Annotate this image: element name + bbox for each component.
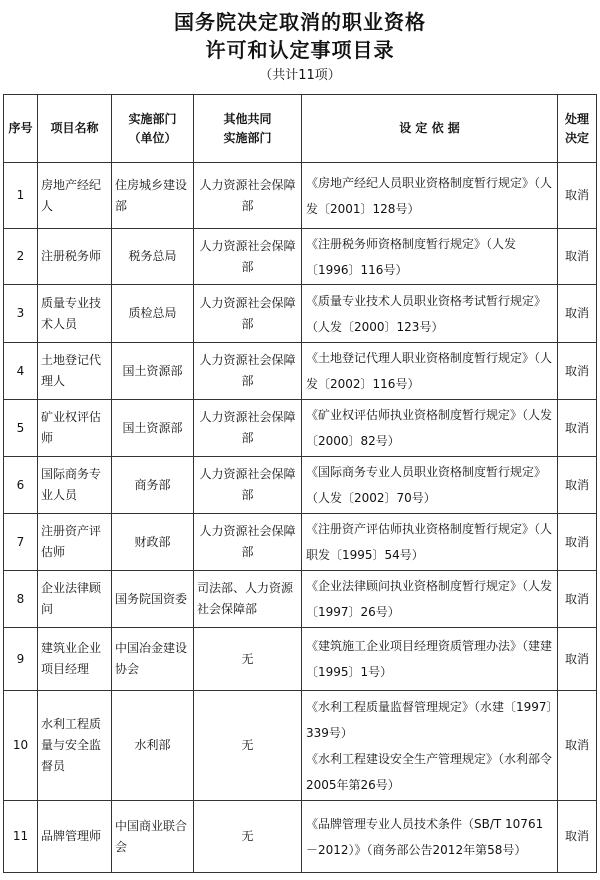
row-basis xyxy=(302,457,558,514)
page-title-line1: 国务院决定取消的职业资格 xyxy=(174,10,426,34)
basis-item: 《水利工程建设安全生产管理规定》（水利部令2005年第26号） xyxy=(306,751,553,792)
basis-item: 《质量专业技术人员职业资格考试暂行规定》（人发〔2000〕123号） xyxy=(306,293,547,334)
row-other-dept: 人力资源社会保障部 xyxy=(194,163,302,229)
row-other-dept: 人力资源社会保障部 xyxy=(194,400,302,457)
row-dept: 商务部 xyxy=(112,457,194,514)
row-other-dept: 人力资源社会保障部 xyxy=(194,343,302,400)
row-other-dept: 人力资源社会保障部 xyxy=(194,285,302,343)
header-dept: 实施部门 （单位） xyxy=(112,95,194,163)
row-name: 注册税务师 xyxy=(38,229,112,285)
table-row xyxy=(4,163,597,229)
row-basis xyxy=(302,691,558,801)
row-basis xyxy=(302,343,558,400)
row-seq: 10 xyxy=(4,691,38,801)
table-row xyxy=(4,628,597,691)
row-dept: 住房城乡建设部 xyxy=(112,163,194,229)
table-row xyxy=(4,229,597,285)
header-basis: 设 定 依 据 xyxy=(302,95,558,163)
row-decision: 取消 xyxy=(558,229,597,285)
row-decision: 取消 xyxy=(558,400,597,457)
row-seq: 3 xyxy=(4,285,38,343)
header-other-dept: 其他共同 实施部门 xyxy=(194,95,302,163)
row-seq: 8 xyxy=(4,571,38,628)
row-seq: 5 xyxy=(4,400,38,457)
row-seq: 11 xyxy=(4,801,38,873)
row-basis xyxy=(302,285,558,343)
row-seq: 7 xyxy=(4,514,38,571)
row-dept: 中国商业联合会 xyxy=(112,801,194,873)
header-seq: 序号 xyxy=(4,95,38,163)
header-name: 项目名称 xyxy=(38,95,112,163)
row-dept: 国土资源部 xyxy=(112,400,194,457)
basis-item: 《建筑施工企业项目经理资质管理办法》（建建〔1995〕1号） xyxy=(306,639,553,679)
row-name: 注册资产评估师 xyxy=(38,514,112,571)
row-other-dept: 司法部、人力资源社会保障部 xyxy=(194,571,302,628)
qualification-table xyxy=(3,94,597,873)
row-seq: 4 xyxy=(4,343,38,400)
row-dept: 财政部 xyxy=(112,514,194,571)
table-row xyxy=(4,343,597,400)
row-decision: 取消 xyxy=(558,628,597,691)
row-name: 矿业权评估师 xyxy=(38,400,112,457)
row-basis xyxy=(302,514,558,571)
row-decision: 取消 xyxy=(558,571,597,628)
row-basis xyxy=(302,628,558,691)
table-header-row xyxy=(4,95,597,163)
row-basis xyxy=(302,229,558,285)
item-count-subtitle: （共计11项） xyxy=(259,68,341,83)
row-other-dept: 人力资源社会保障部 xyxy=(194,457,302,514)
row-basis xyxy=(302,163,558,229)
row-seq: 6 xyxy=(4,457,38,514)
row-other-dept: 人力资源社会保障部 xyxy=(194,514,302,571)
basis-item: 《土地登记代理人职业资格制度暂行规定》（人发〔2002〕116号） xyxy=(306,351,553,391)
row-name: 企业法律顾问 xyxy=(38,571,112,628)
row-dept: 质检总局 xyxy=(112,285,194,343)
row-other-dept: 人力资源社会保障部 xyxy=(194,229,302,285)
row-decision: 取消 xyxy=(558,801,597,873)
row-seq: 1 xyxy=(4,163,38,229)
table-row xyxy=(4,571,597,628)
row-dept: 国土资源部 xyxy=(112,343,194,400)
table-row xyxy=(4,457,597,514)
row-dept: 水利部 xyxy=(112,691,194,801)
row-name: 国际商务专业人员 xyxy=(38,457,112,514)
page-title-line2: 许可和认定事项目录 xyxy=(205,38,395,62)
row-seq: 9 xyxy=(4,628,38,691)
row-dept: 国务院国资委 xyxy=(112,571,194,628)
row-other-dept: 无 xyxy=(194,801,302,873)
row-name: 房地产经纪人 xyxy=(38,163,112,229)
table-row xyxy=(4,514,597,571)
row-decision: 取消 xyxy=(558,691,597,801)
row-dept: 中国冶金建设协会 xyxy=(112,628,194,691)
table-body xyxy=(4,163,597,873)
table-row xyxy=(4,801,597,873)
basis-item: 《注册资产评估师执业资格制度暂行规定》（人职发〔1995〕54号） xyxy=(306,522,553,562)
row-other-dept: 无 xyxy=(194,628,302,691)
row-name: 品牌管理师 xyxy=(38,801,112,873)
table-row xyxy=(4,400,597,457)
row-decision: 取消 xyxy=(558,163,597,229)
basis-item: 《水利工程质量监督管理规定》（水建〔1997〕339号） xyxy=(306,699,553,740)
basis-item: 《品牌管理专业人员技术条件（SB/T 10761－2012）》（商务部公告2012年第58号） xyxy=(306,816,544,857)
basis-item: 《矿业权评估师执业资格制度暂行规定》（人发〔2000〕82号） xyxy=(306,408,553,448)
basis-item: 《企业法律顾问执业资格制度暂行规定》（人发〔1997〕26号） xyxy=(306,579,553,619)
row-decision: 取消 xyxy=(558,343,597,400)
row-name: 水利工程质量与安全监督员 xyxy=(38,691,112,801)
row-name: 质量专业技术人员 xyxy=(38,285,112,343)
row-name: 土地登记代理人 xyxy=(38,343,112,400)
row-basis xyxy=(302,400,558,457)
basis-item: 《房地产经纪人员职业资格制度暂行规定》（人发〔2001〕128号） xyxy=(306,175,553,216)
header-decision: 处理 决定 xyxy=(558,95,597,163)
row-dept: 税务总局 xyxy=(112,229,194,285)
row-decision: 取消 xyxy=(558,285,597,343)
basis-item: 《注册税务师资格制度暂行规定》（人发〔1996〕116号） xyxy=(306,236,517,277)
basis-item: 《国际商务专业人员职业资格制度暂行规定》（人发〔2002〕70号） xyxy=(306,465,547,505)
row-decision: 取消 xyxy=(558,514,597,571)
row-basis xyxy=(302,801,558,873)
row-basis xyxy=(302,571,558,628)
row-decision: 取消 xyxy=(558,457,597,514)
table-row xyxy=(4,285,597,343)
row-seq: 2 xyxy=(4,229,38,285)
row-other-dept: 无 xyxy=(194,691,302,801)
row-name: 建筑业企业项目经理 xyxy=(38,628,112,691)
table-row xyxy=(4,691,597,801)
